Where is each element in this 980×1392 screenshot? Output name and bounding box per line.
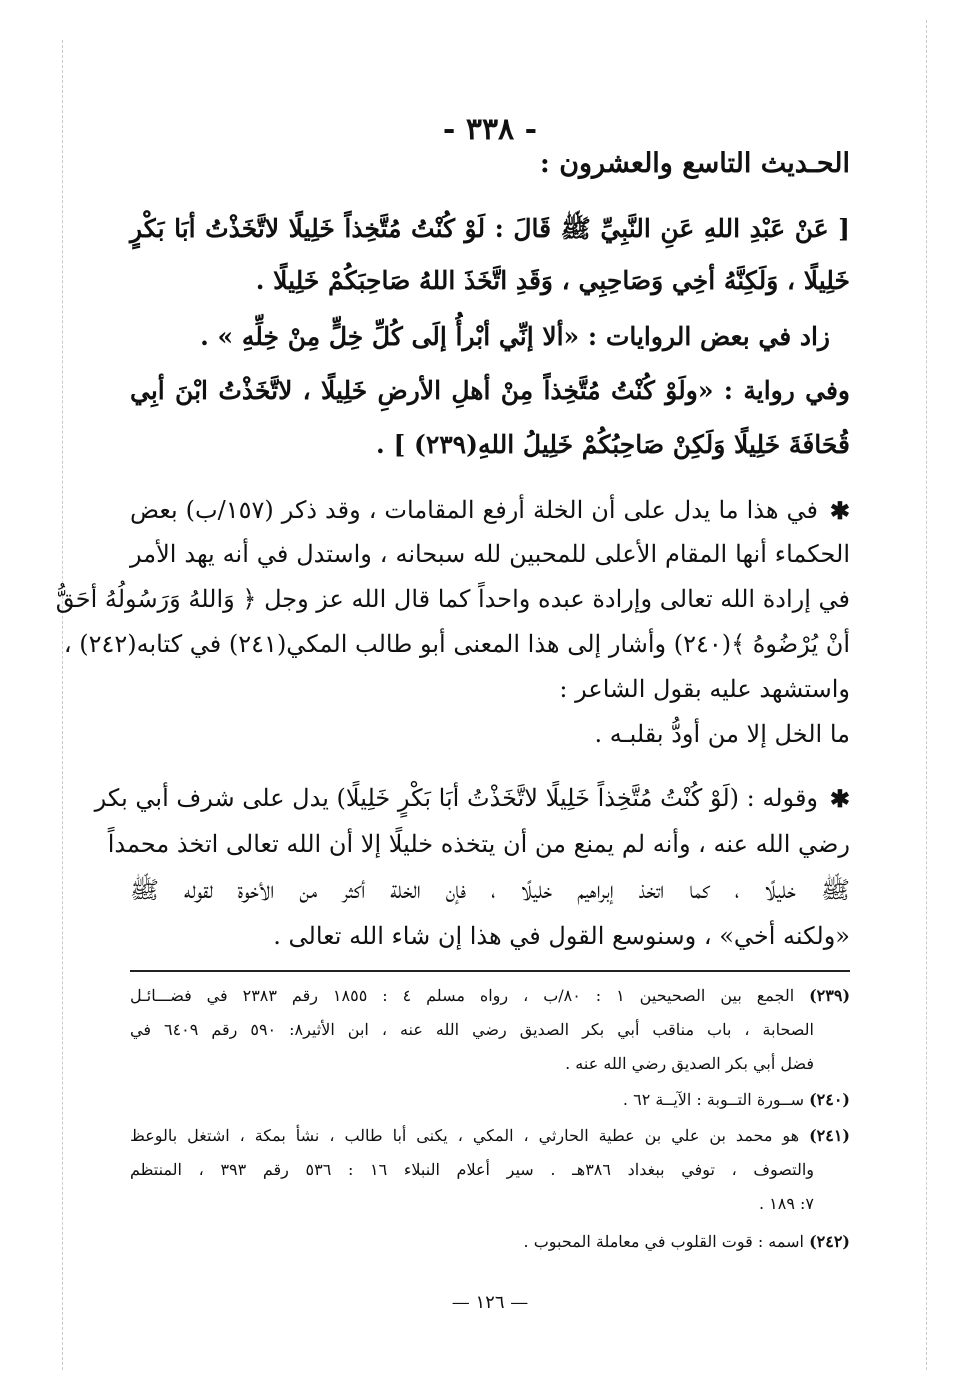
footnote-line: والتصوف ، توفي ببغداد ٣٨٦هـ . سير أعلام النبلاء ١٦ : ٥٣٦ رقم ٣٩٣ ، المنتظم (130, 1160, 814, 1179)
footnote-number: (٢٣٩) (809, 986, 851, 1005)
commentary-line: «ولكنه أخي» ، وسنوسع القول في هذا إن شاء الله تعالى . (273, 922, 850, 950)
footnote-number: (٢٤٢) (809, 1232, 850, 1251)
footnote-line: ٧: ١٨٩ . (758, 1194, 814, 1213)
commentary-line: رضي الله عنه ، وأنه لم يمنع من أن يتخذه خليلًا إلا أن الله تعالى اتخذ محمداً (107, 830, 850, 858)
footnote-line (130, 1232, 850, 1253)
footnote-line: فضل أبي بكر الصديق رضي الله عنه . (565, 1054, 814, 1073)
hadith-line: [ عَنْ عَبْدِ اللهِ عَنِ النَّبِيِّ ﷺ قَالَ : لَوْ كُنْتُ مُتَّخِذاً خَلِيلًا لاتَّخَذْتُ أبَا بَكْرٍ (130, 214, 850, 243)
footnote-line: الصحابة ، باب مناقب أبي بكر الصديق رضي الله عنه ، ابن الأثير٨: ٥٩٠ رقم ٦٤٠٩ في (130, 1020, 814, 1039)
commentary-line: في هذا ما يدل على أن الخلة أرفع المقامات ، وقد ذكر (١٥٧/ب) بعض (130, 496, 818, 524)
page-number-header: - ٣٣٨ - (442, 112, 538, 147)
footnote-line (130, 1126, 850, 1147)
commentary-line: وقوله : (لَوْ كُنْتُ مُتَّخِذاً خَلِيلًا لاتَّخَذْتُ أبَا بَكْرٍ خَلِيلًا) يدل على شرف أبي بكر (94, 784, 818, 812)
hadith-line: قُحَافَةَ خَلِيلًا وَلَكِنْ صَاحِبُكُمْ خَلِيلُ اللهِ(٢٣٩) ] . (376, 430, 850, 459)
footnote-number: (٢٤٠) (809, 1090, 850, 1109)
page-number-footer: — ١٢٦ — (451, 1292, 529, 1313)
footnote-number: (٢٤١) (809, 1126, 850, 1145)
commentary-line: واستشهد عليه بقول الشاعر : (559, 675, 850, 703)
hadith-line: وفي رواية : «ولَوْ كُنْتُ مُتَّخِذاً مِنْ أهلِ الأرضِ خَلِيلًا ، لاتَّخَذْتُ ابْنَ أبِي (130, 376, 850, 405)
bullet-star-icon: ✱ (829, 496, 850, 525)
commentary-line: أنْ يُرْضُوهُ ﴾(٢٤٠) وأشار إلى هذا المعنى أبو طالب المكي(٢٤١) في كتابه(٢٤٢) ، (63, 630, 850, 658)
scan-guide-line (62, 40, 63, 1370)
footnote-text: هو محمد بن علي بن عطية الحارثي ، المكي ، يكنى أبا طالب ، نشأ بمكة ، اشتغل بالوعظ (130, 1126, 800, 1145)
footnote-text: اسمه : قوت القلوب في معاملة المحبوب . (523, 1232, 804, 1251)
verse-line: ما الخل إلا من أودُّ بقلبـه . (594, 720, 850, 748)
hadith-line: زاد في بعض الروايات : «ألا إنِّي أبْرأُ إلَى كُلِّ خِلٍّ مِنْ خِلِّهِ » . (200, 322, 830, 351)
hadith-line: خَلِيلًا ، وَلَكِنَّهُ أخِي وَصَاحِبِي ، وَقَدِ اتَّخَذَ اللهُ صَاحِبَكُمْ خَلِيلًا . (255, 266, 850, 295)
footnote-text: الجمع بين الصحيحين ١ : ٨٠/ب ، رواه مسلم ٤ : ١٨٥٥ رقم ٢٣٨٣ في فضـــائـل (130, 986, 795, 1005)
hadith-title: الحـديث التاسع والعشرون : (539, 148, 850, 179)
footnote-line (130, 986, 850, 1007)
commentary-line: في إرادة الله تعالى وإرادة عبده واحداً كما قال الله عز وجل ﴿ وَاللهُ وَرَسُولُهُ أحَقُّ (55, 585, 850, 613)
footnote-text: ســورة التــوبة : الآيــة ٦٢ . (622, 1090, 804, 1109)
commentary-line: ﷺ خليلًا ، كما اتخذ إبراهيم خليلًا ، فإن الخلة أكثر من الأخوة لقوله ﷺ (130, 876, 850, 904)
footnote-separator (130, 970, 850, 972)
bullet-star-icon: ✱ (829, 784, 850, 813)
scan-guide-line (926, 20, 927, 1370)
footnote-line (130, 1090, 850, 1111)
commentary-line: الحكماء أنها المقام الأعلى للمحبين لله سبحانه ، واستدل في أنه يهد الأمر (130, 540, 850, 568)
